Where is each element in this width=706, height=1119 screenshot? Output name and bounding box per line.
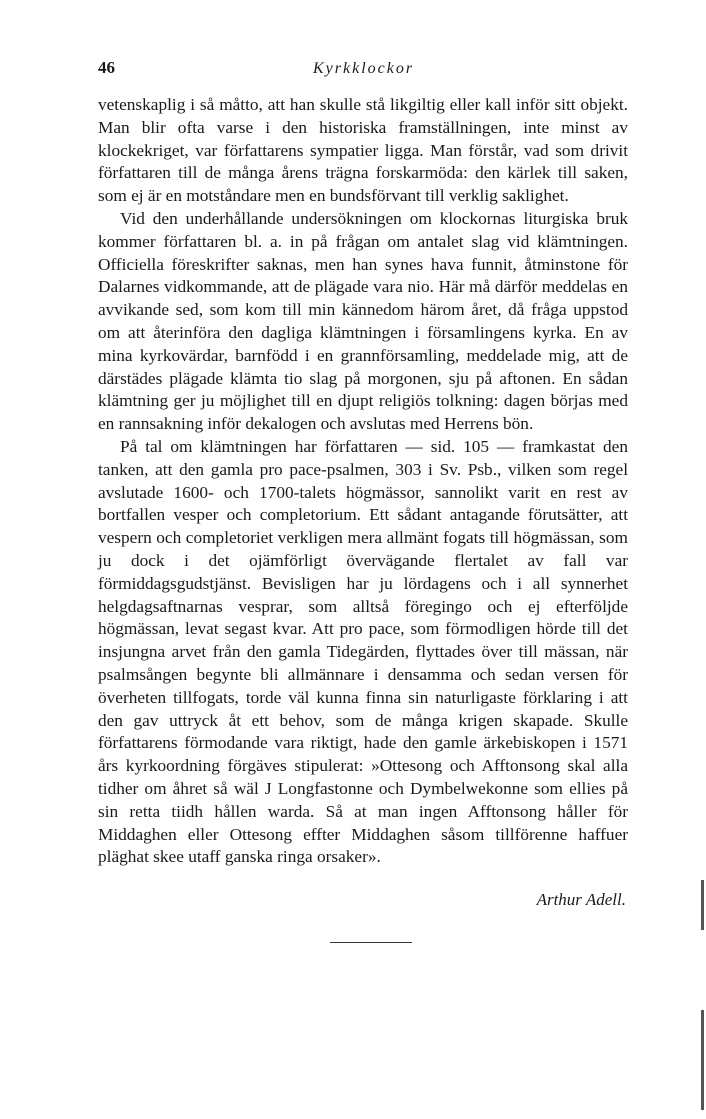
scan-edge-mark [701,1010,704,1110]
page-header [98,58,628,84]
page-number: 46 [98,58,115,77]
scan-edge-mark [701,880,704,930]
paragraph: Vid den underhållande undersökningen om klockornas liturgiska bruk kommer författaren bl. a. in på frågan om antalet slag vid klämtningen. Officiella föreskrifter saknas, men han synes hava funnit, åtminstone för Dalarnes vidkommande, att de plägade vara nio. Här må därför meddelas en avvikande sed, som kom till min kännedom härom året, då fråga uppstod om att återinföra den dagliga klämtningen i församlingens kyrka. En av mina kyrkovärdar, barnfödd i en grannförsamling, meddelade mig, att de därstädes plägade klämta tio slag på morgonen, sju på aftonen. En sådan klämtning ger ju möjlighet till en djupt religiös tolkning: dagen börjas med en rannsakning inför dekalogen och avslutas med Herrens bön. [98,208,628,434]
paragraph: På tal om klämtningen har författaren — sid. 105 — framkastat den tanken, att den gamla pro pace-psalmen, 303 i Sv. Psb., vilken som regel avslutade 1600- och 1700-talets högmässor, sannolikt varit en rest av bortfallen vesper och completorium. Ett sådant antagande förutsätter, att vespern och completoriet verkligen mera allmänt fogats till högmässan, som ju dock i det ojämförligt övervägande flertalet av fall var förmiddagsgudstjänst. Bevisligen har ju lördagens och i all synnerhet helgdagsaftnarnas vesprar, som alltså föregingo och ej efterföljde högmässan, levat segast kvar. Att pro pace, som förmodligen hörde till det insjungna arvet från den gamla Tidegärden, flyttades över till mässan, när psalmsången begynte bli allmännare i densamma och sedan versen för överheten tillfogats, torde väl kunna finna sin naturligaste förklaring i att den gav uttryck åt ett behov, som de många krigen skapade. Skulle författarens förmodande vara riktigt, hade den gamle ärkebiskopen i 1571 års kyrkoordning förgäves stipulerat: »Ottesong och Afftonsong skal alla tidher om åhret så wäl J Longfastonne och Dymbelwekonne som ellies på sin retta tiidh hållen warda. Så at man ingen Afftonsong håller för Middaghen eller Ottesong effter Middaghen såsom tillförenne haffuer pläghat skee utaff ganska ringa orsaker». [98,436,628,867]
paragraph-continued: vetenskaplig i så måtto, att han skulle stå likgiltig eller kall inför sitt objekt. Man blir ofta varse i den historiska framställningen, inte minst av klockekriget, var författarens sympatier ligga. Man förstår, vad som drivit författaren till de många årens trägna forskarmöda: den kärlek till saken, som ej är en motståndare men en bundsförvant till verklig saklighet. [98,95,628,206]
section-divider [330,942,412,943]
author-signature: Arthur Adell. [536,890,626,909]
running-title: Kyrkklockor [313,60,415,77]
body-text [98,94,628,869]
